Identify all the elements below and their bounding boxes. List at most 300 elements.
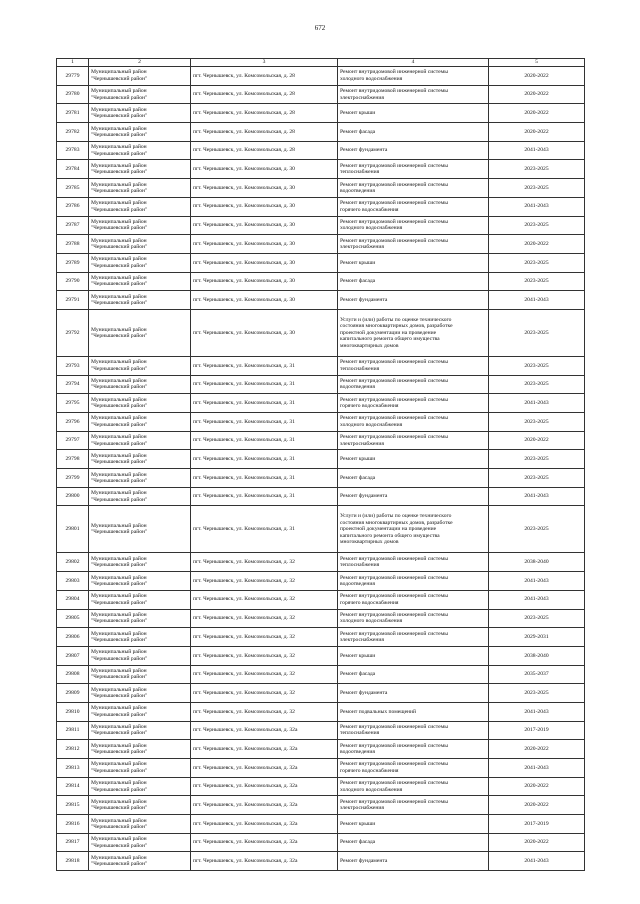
work-line: электроснабжения: [340, 637, 384, 644]
district-line: "Чернышевский район": [91, 403, 148, 410]
table-row: [57, 197, 585, 216]
district-line: "Чернышевский район": [91, 767, 148, 774]
district-line: Муниципальный район: [91, 293, 147, 300]
row-number-cell: 29803: [57, 572, 89, 591]
district-line: Муниципальный район: [91, 761, 147, 768]
district-line: "Чернышевский район": [91, 730, 148, 737]
district-line: "Чернышевский район": [91, 637, 148, 644]
period-cell: 2023-2025: [489, 450, 585, 469]
district-line: Муниципальный район: [91, 256, 147, 263]
table-row: [57, 628, 585, 647]
district-cell: [89, 104, 191, 123]
table-row: [57, 702, 585, 721]
work-line: капитального ремонта общего имущества: [340, 336, 440, 343]
address-cell: пгт. Чернышевск, ул. Комсомольская, д. 30: [191, 235, 338, 254]
row-number-cell: 29814: [57, 777, 89, 796]
district-line: Муниципальный район: [91, 649, 147, 656]
work-type-cell: [338, 253, 489, 272]
district-line: Муниципальный район: [91, 611, 147, 618]
district-line: Муниципальный район: [91, 106, 147, 113]
period-cell: 2023-2025: [489, 506, 585, 553]
row-number-cell: 29783: [57, 141, 89, 160]
work-line: теплоснабжения: [340, 562, 380, 569]
work-type-cell: [338, 104, 489, 123]
work-line: Ремонт подвальных помещений: [340, 708, 417, 715]
row-number-cell: 29790: [57, 272, 89, 291]
address-cell: пгт. Чернышевск, ул. Комсомольская, д. 28: [191, 67, 338, 86]
work-type-cell: [338, 572, 489, 591]
address-cell: пгт. Чернышевск, ул. Комсомольская, д. 32а: [191, 777, 338, 796]
period-cell: 2041-2043: [489, 291, 585, 310]
district-cell: [89, 356, 191, 375]
table-row: [57, 104, 585, 123]
row-number-cell: 29779: [57, 67, 89, 86]
district-cell: [89, 702, 191, 721]
work-type-cell: [338, 67, 489, 86]
work-line: холодного водоснабжения: [340, 225, 403, 232]
period-cell: 2029-2031: [489, 628, 585, 647]
district-line: Муниципальный район: [91, 275, 147, 281]
district-line: "Чернышевский район": [91, 618, 148, 625]
district-line: Муниципальный район: [91, 69, 147, 76]
district-cell: [89, 123, 191, 142]
work-line: Ремонт внутридомовой инженерной системы: [340, 359, 448, 366]
work-line: холодного водоснабжения: [340, 421, 403, 428]
district-line: Муниципальный район: [91, 144, 147, 151]
work-line: Ремонт фундамента: [340, 858, 388, 865]
period-cell: 2020-2022: [489, 740, 585, 759]
work-line: Ремонт крыши: [340, 110, 376, 117]
district-cell: [89, 628, 191, 647]
address-cell: пгт. Чернышевск, ул. Комсомольская, д. 32а: [191, 833, 338, 852]
work-line: состояния многоквартирных домов, разработке: [340, 519, 453, 526]
period-cell: 2023-2025: [489, 309, 585, 356]
work-type-cell: [338, 216, 489, 235]
row-number-cell: 29782: [57, 123, 89, 142]
work-line: Ремонт внутридомовой инженерной системы: [340, 761, 448, 768]
district-line: "Чернышевский район": [91, 805, 148, 812]
work-line: Ремонт фасада: [340, 278, 376, 285]
work-type-cell: [338, 590, 489, 609]
work-type-cell: [338, 469, 489, 488]
district-line: "Чернышевский район": [91, 529, 148, 536]
work-type-cell: [338, 141, 489, 160]
work-type-cell: [338, 852, 489, 871]
work-type-cell: [338, 179, 489, 198]
table-row: [57, 590, 585, 609]
work-line: Ремонт внутридомовой инженерной системы: [340, 200, 448, 207]
table-row: [57, 721, 585, 740]
work-line: Ремонт внутридомовой инженерной системы: [340, 218, 448, 225]
table-row: [57, 759, 585, 778]
address-cell: пгт. Чернышевск, ул. Комсомольская, д. 30: [191, 179, 338, 198]
address-cell: пгт. Чернышевск, ул. Комсомольская, д. 31: [191, 375, 338, 394]
district-cell: [89, 759, 191, 778]
district-cell: [89, 609, 191, 628]
district-cell: [89, 572, 191, 591]
district-line: Муниципальный район: [91, 780, 147, 787]
work-type-cell: [338, 740, 489, 759]
table-row: [57, 179, 585, 198]
district-line: Муниципальный район: [91, 630, 147, 637]
work-type-cell: [338, 665, 489, 684]
work-line: проектной документации на проведение: [340, 526, 437, 533]
work-line: горячего водоснабжения: [340, 767, 399, 774]
district-line: Муниципальный район: [91, 326, 147, 333]
row-number-cell: 29793: [57, 356, 89, 375]
district-cell: [89, 431, 191, 450]
work-line: Ремонт фундамента: [340, 147, 388, 154]
work-line: Ремонт крыши: [340, 820, 376, 827]
period-cell: 2023-2025: [489, 216, 585, 235]
district-cell: [89, 216, 191, 235]
row-number-cell: 29796: [57, 413, 89, 432]
column-header: 2: [89, 59, 191, 67]
address-cell: пгт. Чернышевск, ул. Комсомольская, д. 28: [191, 104, 338, 123]
district-cell: [89, 179, 191, 198]
address-cell: пгт. Чернышевск, ул. Комсомольская, д. 30: [191, 272, 338, 291]
row-number-cell: 29817: [57, 833, 89, 852]
district-line: Муниципальный район: [91, 359, 147, 366]
table-row: [57, 852, 585, 871]
address-cell: пгт. Чернышевск, ул. Комсомольская, д. 32: [191, 702, 338, 721]
district-line: "Чернышевский район": [91, 693, 148, 700]
period-cell: 2035-2037: [489, 665, 585, 684]
address-cell: пгт. Чернышевск, ул. Комсомольская, д. 32: [191, 684, 338, 703]
district-line: "Чернышевский район": [91, 384, 148, 391]
table-row: [57, 253, 585, 272]
district-cell: [89, 852, 191, 871]
period-cell: 2023-2025: [489, 160, 585, 179]
row-number-cell: 29813: [57, 759, 89, 778]
table-row: [57, 450, 585, 469]
period-cell: 2017-2019: [489, 721, 585, 740]
district-line: "Чернышевский район": [91, 674, 148, 681]
work-line: Ремонт внутридомовой инженерной системы: [340, 162, 448, 169]
district-line: Муниципальный район: [91, 705, 147, 712]
district-cell: [89, 309, 191, 356]
work-type-cell: [338, 815, 489, 834]
table-row: [57, 553, 585, 572]
district-cell: [89, 272, 191, 291]
row-number-cell: 29797: [57, 431, 89, 450]
period-cell: 2023-2025: [489, 469, 585, 488]
district-line: "Чернышевский район": [91, 711, 148, 718]
row-number-cell: 29810: [57, 702, 89, 721]
row-number-cell: 29807: [57, 646, 89, 665]
column-header: 1: [57, 59, 89, 67]
period-cell: 2020-2022: [489, 833, 585, 852]
district-line: Муниципальный район: [91, 523, 147, 530]
row-number-cell: 29785: [57, 179, 89, 198]
address-cell: пгт. Чернышевск, ул. Комсомольская, д. 32: [191, 590, 338, 609]
district-line: Муниципальный район: [91, 452, 147, 459]
work-line: Ремонт фасада: [340, 474, 376, 481]
work-type-cell: [338, 721, 489, 740]
column-header: 4: [338, 59, 489, 67]
district-line: "Чернышевский район": [91, 749, 148, 756]
district-cell: [89, 413, 191, 432]
district-line: Муниципальный район: [91, 593, 147, 600]
district-line: "Чернышевский район": [91, 332, 148, 339]
address-cell: пгт. Чернышевск, ул. Комсомольская, д. 32: [191, 646, 338, 665]
work-line: электроснабжения: [340, 805, 384, 812]
column-number-row: [57, 59, 585, 67]
work-line: горячего водоснабжения: [340, 599, 399, 606]
work-line: водоотведения: [340, 749, 375, 756]
work-line: горячего водоснабжения: [340, 403, 399, 410]
district-line: Муниципальный район: [91, 574, 147, 581]
district-line: "Чернышевский район": [91, 440, 148, 447]
row-number-cell: 29795: [57, 394, 89, 413]
work-line: многоквартирных домов: [340, 539, 399, 546]
district-line: "Чернышевский район": [91, 477, 148, 484]
district-cell: [89, 665, 191, 684]
district-line: Муниципальный район: [91, 125, 147, 132]
work-type-cell: [338, 487, 489, 506]
district-line: "Чернышевский район": [91, 580, 148, 587]
table-row: [57, 684, 585, 703]
address-cell: пгт. Чернышевск, ул. Комсомольская, д. 28: [191, 141, 338, 160]
district-line: "Чернышевский район": [91, 75, 148, 82]
period-cell: 2020-2022: [489, 67, 585, 86]
repair-schedule-table: [56, 58, 585, 871]
work-line: Ремонт крыши: [340, 652, 376, 659]
district-line: "Чернышевский район": [91, 496, 148, 503]
table-row: [57, 272, 585, 291]
district-line: "Чернышевский район": [91, 113, 148, 120]
work-type-cell: [338, 609, 489, 628]
work-line: холодного водоснабжения: [340, 618, 403, 625]
address-cell: пгт. Чернышевск, ул. Комсомольская, д. 32: [191, 553, 338, 572]
district-line: Муниципальный район: [91, 200, 147, 207]
row-number-cell: 29816: [57, 815, 89, 834]
district-cell: [89, 375, 191, 394]
table-row: [57, 815, 585, 834]
work-line: Ремонт фасада: [340, 671, 376, 678]
period-cell: 2041-2043: [489, 394, 585, 413]
district-cell: [89, 394, 191, 413]
district-line: "Чернышевский район": [91, 562, 148, 569]
row-number-cell: 29789: [57, 253, 89, 272]
district-line: "Чернышевский район": [91, 131, 148, 138]
work-line: Ремонт фундамента: [340, 689, 388, 696]
table-row: [57, 572, 585, 591]
address-cell: пгт. Чернышевск, ул. Комсомольская, д. 30: [191, 291, 338, 310]
district-cell: [89, 684, 191, 703]
work-line: холодного водоснабжения: [340, 786, 403, 793]
work-line: Ремонт внутридомовой инженерной системы: [340, 378, 448, 385]
work-type-cell: [338, 553, 489, 572]
work-line: Ремонт крыши: [340, 259, 376, 266]
row-number-cell: 29811: [57, 721, 89, 740]
table-row: [57, 431, 585, 450]
work-type-cell: [338, 759, 489, 778]
period-cell: 2020-2022: [489, 123, 585, 142]
address-cell: пгт. Чернышевск, ул. Комсомольская, д. 30: [191, 309, 338, 356]
district-line: Муниципальный район: [91, 490, 147, 497]
work-line: теплоснабжения: [340, 365, 380, 372]
address-cell: пгт. Чернышевск, ул. Комсомольская, д. 31: [191, 431, 338, 450]
table-row: [57, 216, 585, 235]
work-line: Ремонт фундамента: [340, 493, 388, 500]
district-cell: [89, 777, 191, 796]
district-line: Муниципальный район: [91, 88, 147, 95]
district-line: Муниципальный район: [91, 854, 147, 861]
address-cell: пгт. Чернышевск, ул. Комсомольская, д. 32а: [191, 721, 338, 740]
work-line: Услуги и (или) работы по оценке технического: [340, 316, 452, 323]
table-row: [57, 413, 585, 432]
work-type-cell: [338, 123, 489, 142]
work-type-cell: [338, 833, 489, 852]
district-cell: [89, 815, 191, 834]
work-type-cell: [338, 628, 489, 647]
district-line: "Чернышевский район": [91, 262, 148, 269]
district-line: "Чернышевский район": [91, 599, 148, 606]
work-line: Ремонт внутридомовой инженерной системы: [340, 630, 448, 637]
table-row: [57, 375, 585, 394]
column-header: 3: [191, 59, 338, 67]
district-line: Муниципальный район: [91, 798, 147, 805]
period-cell: 2041-2043: [489, 702, 585, 721]
row-number-cell: 29805: [57, 609, 89, 628]
work-line: горячего водоснабжения: [340, 206, 399, 213]
work-type-cell: [338, 777, 489, 796]
district-cell: [89, 796, 191, 815]
work-line: электроснабжения: [340, 94, 384, 101]
district-cell: [89, 590, 191, 609]
work-type-cell: [338, 702, 489, 721]
district-cell: [89, 253, 191, 272]
district-line: "Чернышевский район": [91, 823, 148, 830]
row-number-cell: 29784: [57, 160, 89, 179]
district-line: "Чернышевский район": [91, 187, 148, 194]
row-number-cell: 29806: [57, 628, 89, 647]
district-cell: [89, 646, 191, 665]
address-cell: пгт. Чернышевск, ул. Комсомольская, д. 32: [191, 609, 338, 628]
row-number-cell: 29818: [57, 852, 89, 871]
row-number-cell: 29781: [57, 104, 89, 123]
district-line: "Чернышевский район": [91, 169, 148, 176]
district-line: "Чернышевский район": [91, 300, 148, 307]
table-row: [57, 309, 585, 356]
address-cell: пгт. Чернышевск, ул. Комсомольская, д. 30: [191, 160, 338, 179]
address-cell: пгт. Чернышевск, ул. Комсомольская, д. 31: [191, 506, 338, 553]
district-cell: [89, 506, 191, 553]
row-number-cell: 29798: [57, 450, 89, 469]
period-cell: 2023-2025: [489, 356, 585, 375]
work-line: Ремонт внутридомовой инженерной системы: [340, 88, 448, 95]
address-cell: пгт. Чернышевск, ул. Комсомольская, д. 32а: [191, 759, 338, 778]
district-cell: [89, 553, 191, 572]
district-line: Муниципальный район: [91, 162, 147, 169]
period-cell: 2020-2022: [489, 796, 585, 815]
table-row: [57, 356, 585, 375]
row-number-cell: 29794: [57, 375, 89, 394]
address-cell: пгт. Чернышевск, ул. Комсомольская, д. 32: [191, 665, 338, 684]
work-line: Ремонт внутридомовой инженерной системы: [340, 434, 448, 441]
period-cell: 2023-2025: [489, 609, 585, 628]
work-line: Ремонт внутридомовой инженерной системы: [340, 780, 448, 787]
work-line: состояния многоквартирных домов, разработке: [340, 323, 453, 330]
table-row: [57, 833, 585, 852]
district-line: Муниципальный район: [91, 415, 147, 422]
work-line: Ремонт внутридомовой инженерной системы: [340, 237, 448, 244]
district-line: Муниципальный район: [91, 555, 147, 562]
district-cell: [89, 291, 191, 310]
table-row: [57, 160, 585, 179]
table-row: [57, 506, 585, 553]
work-line: электроснабжения: [340, 244, 384, 251]
row-number-cell: 29800: [57, 487, 89, 506]
period-cell: 2041-2043: [489, 572, 585, 591]
district-cell: [89, 235, 191, 254]
table-row: [57, 394, 585, 413]
row-number-cell: 29802: [57, 553, 89, 572]
table-row: [57, 609, 585, 628]
district-cell: [89, 450, 191, 469]
district-line: Муниципальный район: [91, 742, 147, 749]
table-row: [57, 487, 585, 506]
work-type-cell: [338, 291, 489, 310]
work-type-cell: [338, 197, 489, 216]
address-cell: пгт. Чернышевск, ул. Комсомольская, д. 31: [191, 394, 338, 413]
row-number-cell: 29786: [57, 197, 89, 216]
period-cell: 2041-2043: [489, 141, 585, 160]
district-line: "Чернышевский район": [91, 206, 148, 213]
period-cell: 2023-2025: [489, 253, 585, 272]
table-body: [57, 67, 585, 871]
period-cell: 2017-2019: [489, 815, 585, 834]
table-row: [57, 646, 585, 665]
address-cell: пгт. Чернышевск, ул. Комсомольская, д. 31: [191, 469, 338, 488]
address-cell: пгт. Чернышевск, ул. Комсомольская, д. 32: [191, 572, 338, 591]
address-cell: пгт. Чернышевск, ул. Комсомольская, д. 30: [191, 197, 338, 216]
address-cell: пгт. Чернышевск, ул. Комсомольская, д. 31: [191, 356, 338, 375]
period-cell: 2020-2022: [489, 777, 585, 796]
period-cell: 2041-2043: [489, 197, 585, 216]
work-type-cell: [338, 235, 489, 254]
district-line: "Чернышевский район": [91, 786, 148, 793]
work-line: электроснабжения: [340, 440, 384, 447]
district-line: "Чернышевский район": [91, 150, 148, 157]
page-number: 672: [314, 24, 326, 32]
work-line: водоотведения: [340, 384, 375, 391]
work-line: многоквартирных домов: [340, 342, 399, 349]
period-cell: 2023-2025: [489, 272, 585, 291]
work-line: проектной документации на проведение: [340, 329, 437, 336]
address-cell: пгт. Чернышевск, ул. Комсомольская, д. 28: [191, 85, 338, 104]
work-type-cell: [338, 796, 489, 815]
period-cell: 2020-2022: [489, 104, 585, 123]
period-cell: 2020-2022: [489, 235, 585, 254]
district-line: "Чернышевский район": [91, 842, 148, 849]
work-line: Ремонт фасада: [340, 839, 376, 846]
district-line: "Чернышевский район": [91, 655, 148, 662]
work-line: Ремонт внутридомовой инженерной системы: [340, 724, 448, 731]
table-row: [57, 85, 585, 104]
table-row: [57, 796, 585, 815]
work-line: Ремонт внутридомовой инженерной системы: [340, 69, 448, 76]
work-type-cell: [338, 431, 489, 450]
district-line: "Чернышевский район": [91, 244, 148, 251]
work-line: водоотведения: [340, 580, 375, 587]
work-line: Ремонт внутридомовой инженерной системы: [340, 415, 448, 422]
work-type-cell: [338, 356, 489, 375]
row-number-cell: 29787: [57, 216, 89, 235]
district-cell: [89, 197, 191, 216]
work-line: Ремонт внутридомовой инженерной системы: [340, 396, 448, 403]
